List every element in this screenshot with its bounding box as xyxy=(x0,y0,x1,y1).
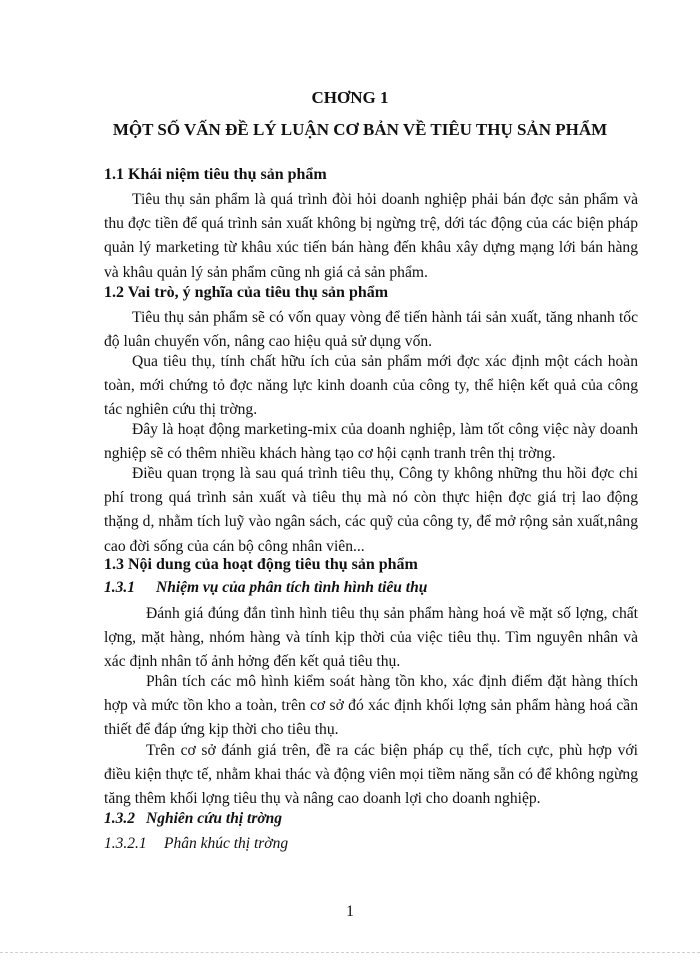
paragraph: Đây là hoạt động marketing-mix của doanh nghiệp, làm tốt công việc này doanh nghiệp sẽ có thêm nhiều khách hàng tạo cơ hội cạnh tranh trên thị trờng. xyxy=(104,421,638,463)
section-heading-1-3: 1.3 Nội dung của hoạt động tiêu thụ sản phẩm xyxy=(104,556,418,573)
section-heading-1-1: 1.1 Khái niệm tiêu thụ sản phẩm xyxy=(104,166,327,183)
subsection-label: Nghiên cứu thị trờng xyxy=(146,810,283,827)
subsection-heading-1-3-2-1 xyxy=(104,835,288,853)
chapter-heading: CHƠNG 1 xyxy=(311,88,389,107)
paragraph: Đánh giá đúng đắn tình hình tiêu thụ sản phẩm hàng hoá về mặt số lợng, chất lợng, mặt hàng, nhóm hàng và tính kịp thời của việc tiêu thụ. Tìm nguyên nhân và xác định nhân tố ảnh hởng đến kết quả tiêu thụ. xyxy=(104,605,638,671)
paragraph: Trên cơ sở đánh giá trên, đề ra các biện pháp cụ thể, tích cực, phù hợp với điều kiện thực tế, nhằm khai thác và động viên mọi tiềm năng sẵn có để không ngừng tăng thêm khối lợng tiêu thụ và nâng cao doanh lợi cho doanh nghiệp. xyxy=(104,742,638,808)
paragraph: Tiêu thụ sản phẩm sẽ có vốn quay vòng để tiến hành tái sản xuất, tăng nhanh tốc độ luân chuyển vốn, nâng cao hiệu quả sử dụng vốn. xyxy=(104,309,638,351)
chapter-title: MỘT SỐ VẤN ĐỀ LÝ LUẬN CƠ BẢN VỀ TIÊU THỤ SẢN PHẨM xyxy=(112,120,608,139)
paragraph: Điều quan trọng là sau quá trình tiêu thụ, Công ty không những thu hồi đợc chi phí trong quá trình sản xuất và tiêu thụ mà nó còn thực hiện đợc giá trị lao động thặng d, nhằm tích luỹ vào ngân sách, các quỹ của công ty, để mở rộng sản xuất,nâng cao đời sống của cán bộ công nhân viên... xyxy=(104,465,638,555)
subsection-label: Phân khúc thị trờng xyxy=(164,835,289,852)
paragraph: Phân tích các mô hình kiểm soát hàng tồn kho, xác định điểm đặt hàng thích hợp và mức tồn kho a toàn, trên cơ sở đó xác định khối lợng sản phẩm hàng hoá cần thiết để đáp ứng kịp thời cho tiêu thụ. xyxy=(104,673,638,739)
subsection-number: 1.3.2 xyxy=(104,810,135,827)
subsection-number: 1.3.1 xyxy=(104,579,135,596)
subsection-label: Nhiệm vụ của phân tích tình hình tiêu thụ xyxy=(156,579,428,596)
subsection-heading-1-3-1 xyxy=(104,579,427,597)
page-number: 1 xyxy=(346,903,354,920)
paragraph: Qua tiêu thụ, tính chất hữu ích của sản phẩm mới đợc xác định một cách hoàn toàn, mới chứng tỏ đợc năng lực kinh doanh của công ty, thể hiện kết quả của công tác nghiên cứu thị trờng. xyxy=(104,353,638,419)
subsection-number: 1.3.2.1 xyxy=(104,835,147,852)
paragraph: Tiêu thụ sản phẩm là quá trình đòi hỏi doanh nghiệp phải bán đợc sản phẩm và thu đợc tiền để quá trình sản xuất không bị ngừng trệ, dới tác động của các biện pháp quản lý marketing từ khâu xúc tiến bán hàng đến khâu xây dựng mạng lới bán hàng và khâu quản lý sản phẩm cũng nh giá cả sản phẩm. xyxy=(104,191,638,281)
subsection-heading-1-3-2 xyxy=(104,810,282,828)
section-heading-1-2: 1.2 Vai trò, ý nghĩa của tiêu thụ sản phẩm xyxy=(104,284,389,301)
page-bottom-divider xyxy=(0,952,700,953)
